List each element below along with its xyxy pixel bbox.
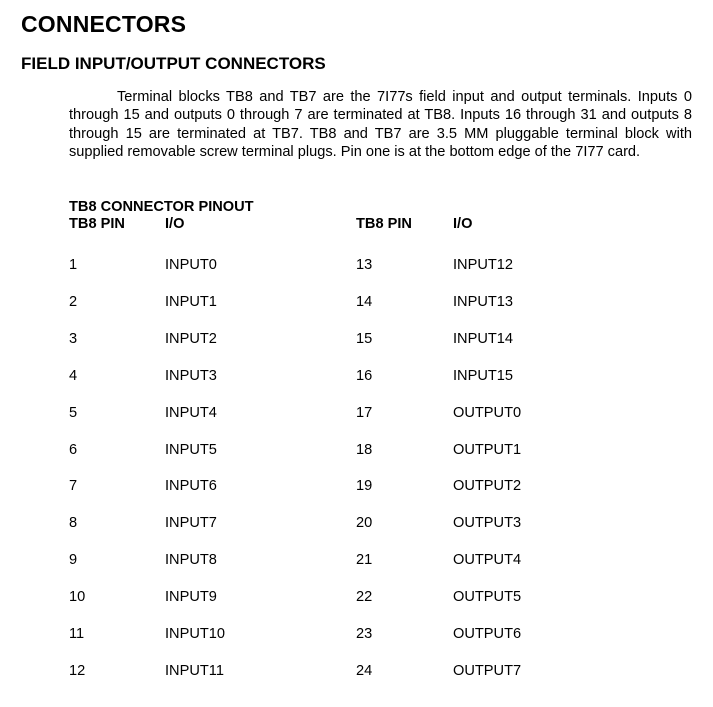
cell-pin-right: 14 — [356, 293, 373, 310]
cell-io-left: INPUT8 — [165, 552, 217, 569]
header-pin-right: TB8 PIN — [356, 216, 412, 232]
cell-pin-right: 23 — [356, 626, 373, 642]
cell-pin-left: 2 — [69, 293, 78, 310]
cell-pin-left: 3 — [69, 330, 78, 347]
cell-pin-left: 5 — [69, 404, 78, 421]
cell-pin-right: 21 — [356, 552, 373, 569]
cell-io-left: INPUT7 — [165, 515, 217, 532]
cell-pin-left: 9 — [69, 552, 78, 569]
cell-io-left: INPUT11 — [165, 662, 224, 679]
cell-io-left: INPUT10 — [165, 626, 226, 642]
cell-io-right: INPUT13 — [453, 293, 514, 310]
cell-pin-left: 8 — [69, 515, 78, 532]
header-io-right: I/O — [453, 216, 473, 232]
cell-pin-right: 24 — [356, 662, 373, 679]
cell-io-left: INPUT0 — [165, 257, 217, 273]
cell-pin-left: 1 — [69, 257, 78, 273]
cell-pin-left: 10 — [69, 589, 86, 606]
cell-io-right: OUTPUT6 — [453, 626, 522, 642]
cell-io-left: INPUT2 — [165, 330, 217, 347]
section-heading: FIELD INPUT/OUTPUT CONNECTORS — [21, 54, 326, 73]
cell-pin-left: 6 — [69, 441, 78, 458]
cell-pin-right: 17 — [356, 404, 373, 421]
cell-io-right: INPUT15 — [453, 367, 514, 384]
cell-pin-right: 16 — [356, 367, 373, 384]
cell-io-right: OUTPUT4 — [453, 552, 522, 569]
cell-io-left: INPUT3 — [165, 367, 217, 384]
cell-io-right: INPUT12 — [453, 257, 514, 273]
cell-pin-right: 13 — [356, 257, 373, 273]
cell-io-left: INPUT1 — [165, 293, 217, 310]
description-paragraph: Terminal blocks TB8 and TB7 are the 7I77s field input and output terminals. Inputs 0 through 15 and outputs 0 through 7 are terminated at TB8. Inputs 16 through 31 and outputs 8 through 15 are terminated at TB7. TB8 and TB7 are 3.5 MM pluggable terminal block with supplied removable screw terminal plugs. Pin one is at the bottom edge of the 7I77 card. — [69, 89, 692, 160]
cell-io-left: INPUT5 — [165, 441, 217, 458]
pinout-table-title: TB8 CONNECTOR PINOUT — [69, 199, 254, 215]
cell-pin-right: 20 — [356, 515, 373, 532]
cell-io-right: OUTPUT1 — [453, 441, 522, 458]
cell-io-right: OUTPUT7 — [453, 662, 522, 679]
cell-pin-left: 4 — [69, 367, 78, 384]
cell-io-right: INPUT14 — [453, 330, 514, 347]
cell-io-right: OUTPUT5 — [453, 589, 522, 606]
cell-io-right: OUTPUT3 — [453, 515, 522, 532]
cell-io-right: OUTPUT2 — [453, 478, 522, 495]
cell-io-right: OUTPUT0 — [453, 404, 522, 421]
cell-pin-right: 19 — [356, 478, 373, 495]
cell-io-left: INPUT9 — [165, 589, 217, 606]
header-io-left: I/O — [165, 216, 185, 232]
cell-pin-left: 12 — [69, 662, 86, 679]
cell-io-left: INPUT4 — [165, 404, 217, 421]
cell-pin-right: 15 — [356, 330, 373, 347]
cell-io-left: INPUT6 — [165, 478, 217, 495]
header-pin-left: TB8 PIN — [69, 216, 125, 232]
cell-pin-left: 7 — [69, 478, 78, 495]
cell-pin-right: 22 — [356, 589, 373, 606]
cell-pin-right: 18 — [356, 441, 373, 458]
cell-pin-left: 11 — [69, 626, 85, 642]
page-title: CONNECTORS — [21, 11, 187, 37]
